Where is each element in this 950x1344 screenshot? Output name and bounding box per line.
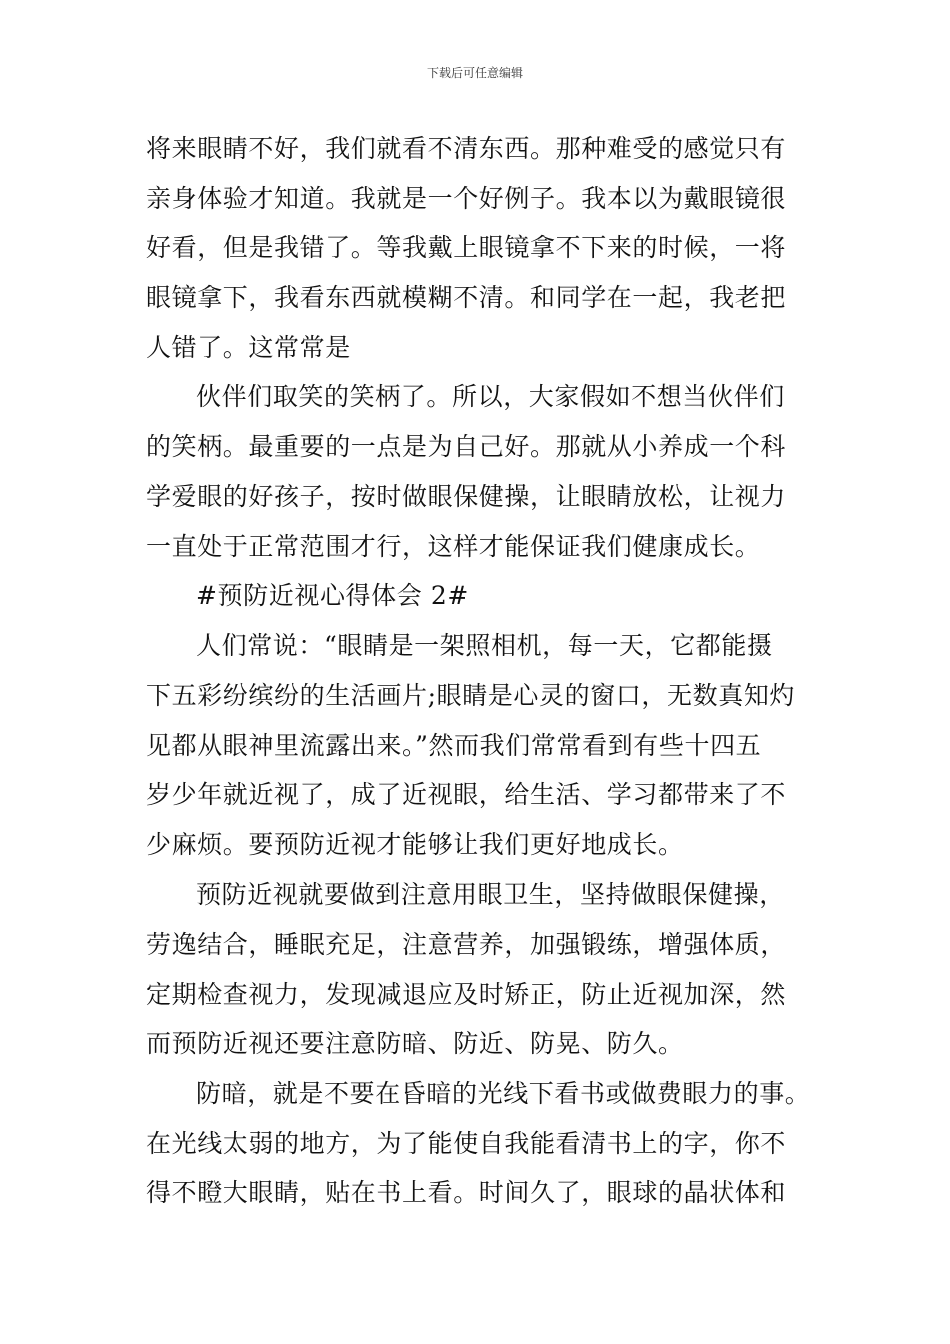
text-line: 眼镜拿下，我看东西就模糊不清。和同学在一起，我老把 [146, 283, 787, 312]
text-line: 定期检查视力，发现减退应及时矫正，防止近视加深，然 [146, 980, 787, 1009]
text-line: 见都从眼神里流露出来。”然而我们常常看到有些十四五 [146, 731, 762, 760]
text-line: 一直处于正常范围才行，这样才能保证我们健康成长。 [146, 532, 761, 561]
text-line: 人们常说：“眼睛是一架照相机，每一天，它都能摄 [196, 631, 773, 660]
text-line: 的笑柄。最重要的一点是为自己好。那就从小养成一个科 [146, 432, 787, 461]
text-line: 防暗，就是不要在昏暗的光线下看书或做费眼力的事。 [196, 1079, 811, 1108]
text-line: 劳逸结合，睡眠充足，注意营养，加强锻练，增强体质， [146, 930, 787, 959]
text-line: 岁少年就近视了，成了近视眼，给生活、学习都带来了不 [146, 780, 787, 809]
text-line: 学爱眼的好孩子，按时做眼保健操，让眼睛放松，让视力 [146, 482, 787, 511]
text-line: 亲身体验才知道。我就是一个好例子。我本以为戴眼镜很 [146, 184, 787, 213]
text-line: 伙伴们取笑的笑柄了。所以，大家假如不想当伙伴们 [196, 382, 785, 411]
text-line: 人错了。这常常是 [146, 333, 351, 362]
text-line: 得不瞪大眼睛，贴在书上看。时间久了，眼球的晶状体和 [146, 1178, 787, 1207]
text-line: 预防近视就要做到注意用眼卫生，坚持做眼保健操， [196, 880, 785, 909]
section-heading: #预防近视心得体会 2# [196, 581, 469, 610]
text-line: 少麻烦。要预防近视才能够让我们更好地成长。 [146, 830, 684, 859]
text-line: 好看，但是我错了。等我戴上眼镜拿不下来的时候，一将 [146, 233, 787, 262]
text-line: 在光线太弱的地方，为了能使自我能看清书上的字，你不 [146, 1129, 787, 1158]
text-line: 下五彩纷缤纷的生活画片;眼睛是心灵的窗口，无数真知灼 [146, 681, 796, 710]
page-header: 下载后可任意编辑 [426, 66, 523, 80]
text-line: 而预防近视还要注意防暗、防近、防晃、防久。 [146, 1029, 684, 1058]
text-line: 将来眼睛不好，我们就看不清东西。那种难受的感觉只有 [146, 134, 787, 163]
